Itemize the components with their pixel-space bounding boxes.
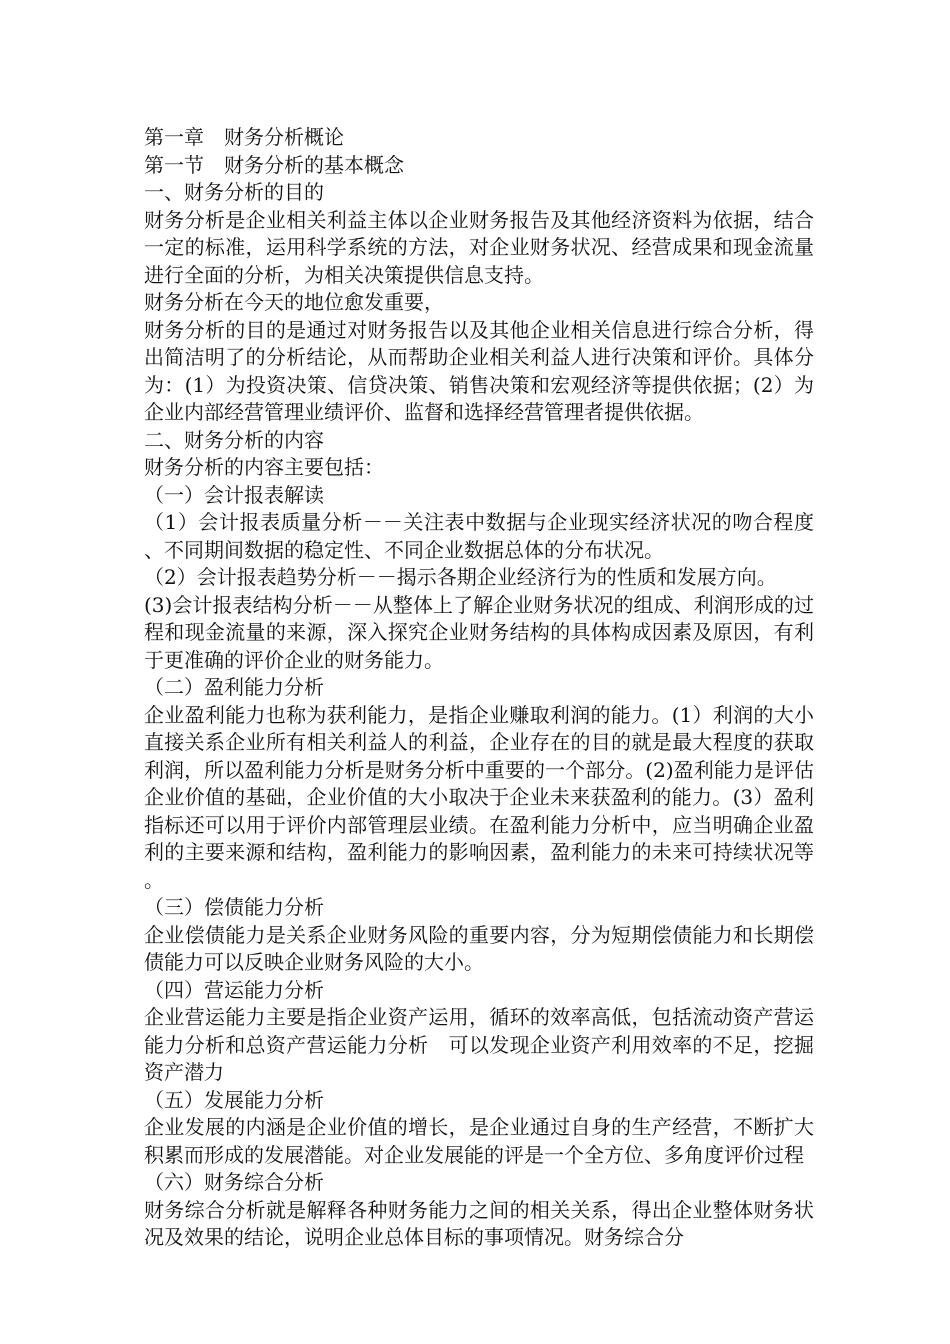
subheading: （六）财务综合分析: [144, 1170, 324, 1194]
paragraph: 企业营运能力主要是指企业资产运用，循环的效率高低，包括流动资产营运能力分析和总资产营运能力分析 可以发现企业资产利用效率的不足，挖掘资产潜力: [144, 1005, 814, 1084]
paragraph: 企业偿债能力是关系企业财务风险的重要内容，分为短期偿债能力和长期偿债能力可以反映企业财务风险的大小。: [144, 922, 814, 974]
paragraph: 企业盈利能力也称为获利能力，是指企业赚取利润的能力。(1）利润的大小直接关系企业所有相关利益人的利益，企业存在的目的就是最大程度的获取利润，所以盈利能力分析是财务分析中重要的一个部分。(2)盈利能力是评估企业价值的基础，企业价值的大小取决于企业未来获盈利的能力。(3）盈利指标还可以用于评价内部管理层业绩。在盈利能力分析中，应当明确企业盈利的主要来源和结构，盈利能力的影响因素，盈利能力的未来可持续状况等。: [144, 702, 814, 892]
heading-purpose: 一、财务分析的目的: [144, 180, 324, 204]
paragraph: 财务综合分析就是解释各种财务能力之间的相关关系，得出企业整体财务状况及效果的结论，说明企业总体目标的事项情况。财务综合分: [144, 1197, 814, 1249]
chapter-title: 第一章 财务分析概论: [144, 125, 344, 149]
paragraph: （2）会计报表趋势分析－－揭示各期企业经济行为的性质和发展方向。: [144, 565, 777, 589]
subheading: （三）偿债能力分析: [144, 895, 324, 919]
paragraph: 企业发展的内涵是企业价值的增长，是企业通过自身的生产经营，不断扩大积累而形成的发展潜能。对企业发展能的评是一个全方位、多角度评价过程: [144, 1115, 814, 1167]
paragraph: （1）会计报表质量分析－－关注表中数据与企业现实经济状况的吻合程度、不同期间数据的稳定性、不同企业数据总体的分布状况。: [144, 510, 814, 562]
subheading: （四）营运能力分析: [144, 977, 324, 1002]
paragraph: (3)会计报表结构分析－－从整体上了解企业财务状况的组成、利润形成的过程和现金流量的来源，深入探究企业财务结构的具体构成因素及原因，有利于更准确的评价企业的财务能力。: [144, 592, 814, 672]
paragraph: 财务分析在今天的地位愈发重要，: [144, 290, 444, 314]
paragraph: 财务分析的目的是通过对财务报告以及其他企业相关信息进行综合分析，得出简洁明了的分析结论，从而帮助企业相关利益人进行决策和评价。具体分为：(1）为投资决策、信贷决策、销售决策和宏观经济等提供依据；(2）为企业内部经营管理业绩评价、监督和选择经营管理者提供依据。: [144, 317, 814, 424]
paragraph: 财务分析是企业相关利益主体以企业财务报告及其他经济资料为依据，结合一定的标准，运用科学系统的方法，对企业财务状况、经营成果和现金流量进行全面的分析，为相关决策提供信息支持。: [144, 207, 814, 287]
subheading: （一）会计报表解读: [144, 482, 324, 507]
section-title: 第一节 财务分析的基本概念: [144, 152, 404, 177]
document-body: [144, 124, 814, 1252]
subheading: （五）发展能力分析: [144, 1087, 324, 1112]
subheading: （二）盈利能力分析: [144, 675, 324, 699]
heading-content: 二、财务分析的内容: [144, 427, 324, 452]
paragraph: 财务分析的内容主要包括：: [144, 455, 384, 479]
